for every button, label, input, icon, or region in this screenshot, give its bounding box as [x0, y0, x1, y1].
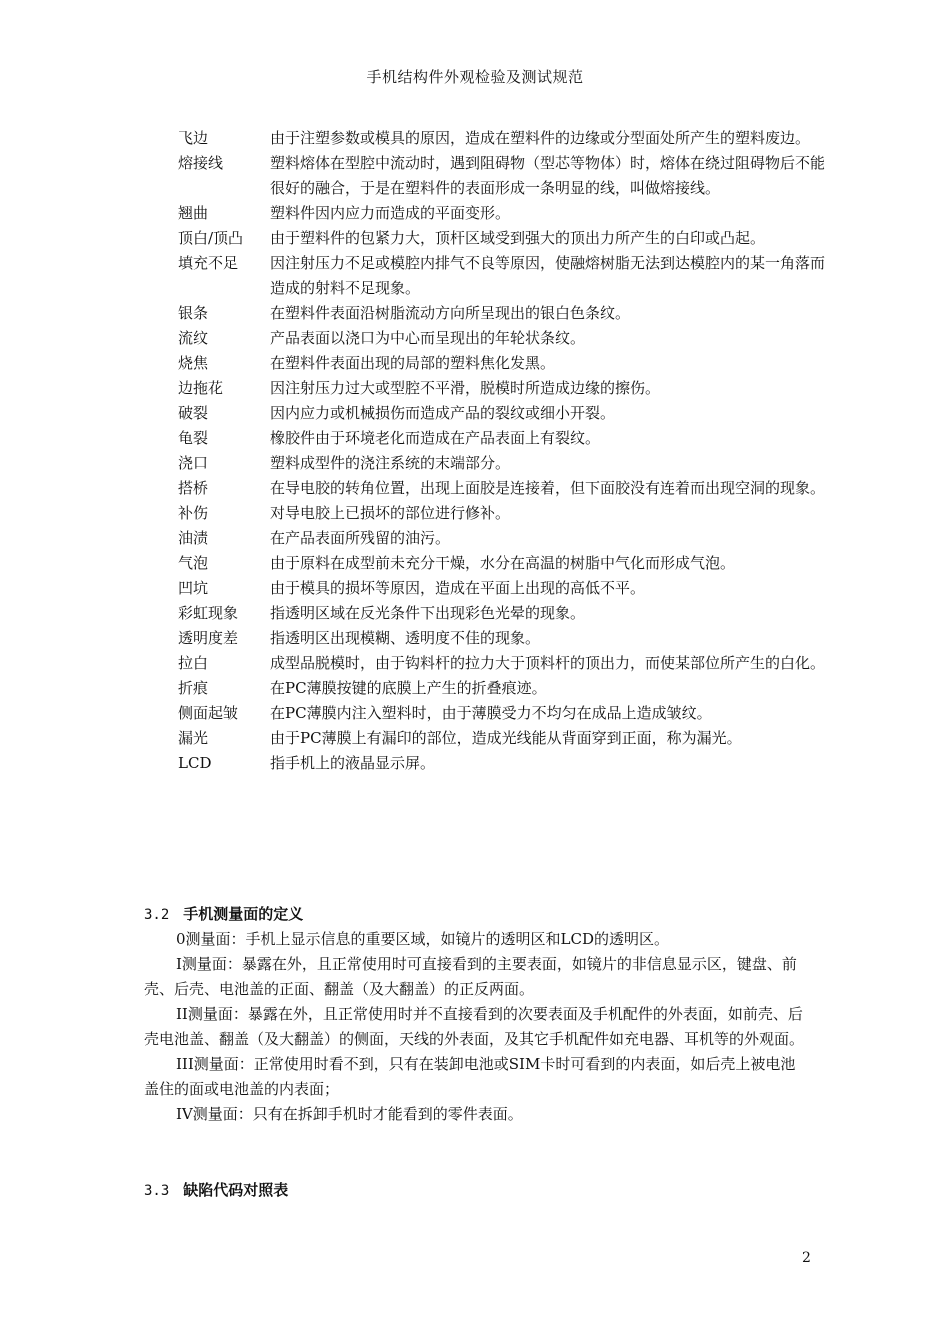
definition-description: 由于PC薄膜上有漏印的部位，造成光线能从背面穿到正面，称为漏光。 — [270, 729, 742, 747]
definition-term: 翘曲 — [178, 204, 209, 222]
definition-description: 因内应力或机械损伤而造成产品的裂纹或细小开裂。 — [270, 404, 616, 422]
paragraph: IV测量面：只有在拆卸手机时才能看到的零件表面。 — [176, 1105, 523, 1123]
section-3-2-heading — [144, 903, 303, 924]
definition-description: 由于模具的损坏等原因，造成在平面上出现的高低不平。 — [270, 579, 646, 597]
definition-row — [178, 226, 828, 251]
definition-row — [178, 551, 828, 576]
section-3-2-body — [144, 927, 809, 1127]
definition-term: 流纹 — [178, 329, 209, 347]
definition-row — [178, 751, 828, 776]
definition-row — [178, 701, 828, 726]
paragraph: 0测量面：手机上显示信息的重要区域，如镜片的透明区和LCD的透明区。 — [176, 930, 670, 948]
definition-description: 塑料件因内应力而造成的平面变形。 — [270, 204, 511, 222]
definition-term: 银条 — [178, 304, 209, 322]
definition-description: 在PC薄膜按键的底膜上产生的折叠痕迹。 — [270, 679, 547, 697]
paragraph: III测量面：正常使用时看不到，只有在装卸电池或SIM卡时可看到的内表面，如后壳上被电池盖住的面或电池盖的内表面； — [144, 1055, 796, 1098]
definition-row — [178, 601, 828, 626]
definition-row — [178, 401, 828, 426]
definition-row — [178, 251, 828, 301]
section-title: 缺陷代码对照表 — [183, 1181, 289, 1199]
definition-term: 侧面起皱 — [178, 704, 239, 722]
definition-row — [178, 501, 828, 526]
section-number: 3.2 — [144, 907, 170, 923]
definition-term: 熔接线 — [178, 154, 224, 172]
definition-description: 因注射压力过大或型腔不平滑，脱模时所造成边缘的擦伤。 — [270, 379, 661, 397]
definition-term: 气泡 — [178, 554, 209, 572]
definition-term: 龟裂 — [178, 429, 209, 447]
definition-row — [178, 151, 828, 201]
definition-row — [178, 126, 828, 151]
definition-term: 折痕 — [178, 679, 209, 697]
definition-row — [178, 726, 828, 751]
definition-description: 在产品表面所残留的油污。 — [270, 529, 451, 547]
definition-term: 凹坑 — [178, 579, 209, 597]
definition-description: 指手机上的液晶显示屏。 — [270, 754, 436, 772]
definition-row — [178, 676, 828, 701]
section-number: 3.3 — [144, 1183, 170, 1199]
paragraph: II测量面：暴露在外，且正常使用时并不直接看到的次要表面及手机配件的外表面，如前壳、后壳电池盖、翻盖（及大翻盖）的侧面，天线的外表面，及其它手机配件如充电器、耳机等的外观面。 — [144, 1005, 805, 1048]
definition-description: 在塑料件表面沿树脂流动方向所呈现出的银白色条纹。 — [270, 304, 631, 322]
definition-term: 破裂 — [178, 404, 209, 422]
definition-term: 漏光 — [178, 729, 209, 747]
definition-term: 油渍 — [178, 529, 209, 547]
definition-description: 由于原料在成型前未充分干燥，水分在高温的树脂中气化而形成气泡。 — [270, 554, 736, 572]
definition-row — [178, 626, 828, 651]
definition-description: 在PC薄膜内注入塑料时，由于薄膜受力不均匀在成品上造成皱纹。 — [270, 704, 712, 722]
page-number: 2 — [802, 1250, 811, 1266]
definition-term: 补伤 — [178, 504, 209, 522]
definition-row — [178, 651, 828, 676]
definition-description: 由于注塑参数或模具的原因，造成在塑料件的边缘或分型面处所产生的塑料废边。 — [270, 129, 811, 147]
definition-description: 塑料成型件的浇注系统的末端部分。 — [270, 454, 511, 472]
section-title: 手机测量面的定义 — [183, 905, 304, 923]
paragraph: I测量面：暴露在外，且正常使用时可直接看到的主要表面，如镜片的非信息显示区，键盘、前壳、后壳、电池盖的正面、翻盖（及大翻盖）的正反两面。 — [144, 955, 797, 998]
definition-term: 浇口 — [178, 454, 209, 472]
definition-row — [178, 376, 828, 401]
definition-description: 橡胶件由于环境老化而造成在产品表面上有裂纹。 — [270, 429, 601, 447]
definition-description: 产品表面以浇口为中心而呈现出的年轮状条纹。 — [270, 329, 586, 347]
definition-row — [178, 301, 828, 326]
definition-row — [178, 526, 828, 551]
definition-term: 飞边 — [178, 129, 209, 147]
definition-term: 边拖花 — [178, 379, 224, 397]
definition-description: 因注射压力不足或模腔内排气不良等原因，使融熔树脂无法到达模腔内的某一角落而造成的射料不足现象。 — [270, 254, 826, 297]
definition-term: 烧焦 — [178, 354, 209, 372]
definition-description: 由于塑料件的包紧力大，顶杆区域受到强大的顶出力所产生的白印或凸起。 — [270, 229, 766, 247]
definition-description: 塑料熔体在型腔中流动时，遇到阻碍物（型芯等物体）时，熔体在绕过阻碍物后不能很好的融合，于是在塑料件的表面形成一条明显的线，叫做熔接线。 — [270, 154, 826, 197]
definition-row — [178, 476, 828, 501]
definition-row — [178, 351, 828, 376]
definition-term: 搭桥 — [178, 479, 209, 497]
definition-row — [178, 201, 828, 226]
definition-row — [178, 426, 828, 451]
definition-description: 对导电胶上已损坏的部位进行修补。 — [270, 504, 511, 522]
section-3-3-heading — [144, 1179, 288, 1200]
definition-term: 填充不足 — [178, 254, 239, 272]
definition-term: 顶白/顶凸 — [178, 229, 244, 247]
definition-row — [178, 326, 828, 351]
definition-description: 在塑料件表面出现的局部的塑料焦化发黑。 — [270, 354, 556, 372]
definition-term: 透明度差 — [178, 629, 239, 647]
definition-description: 指透明区域在反光条件下出现彩色光晕的现象。 — [270, 604, 586, 622]
definition-description: 指透明区出现模糊、透明度不佳的现象。 — [270, 629, 541, 647]
definitions-list — [178, 126, 828, 776]
definition-row — [178, 451, 828, 476]
definition-term: 彩虹现象 — [178, 604, 239, 622]
definition-term: 拉白 — [178, 654, 209, 672]
definition-description: 在导电胶的转角位置，出现上面胶是连接着，但下面胶没有连着而出现空洞的现象。 — [270, 479, 826, 497]
definition-description: 成型品脱模时，由于钩料杆的拉力大于顶料杆的顶出力，而使某部位所产生的白化。 — [270, 654, 826, 672]
definition-row — [178, 576, 828, 601]
definition-term: LCD — [178, 754, 212, 772]
page-header: 手机结构件外观检验及测试规范 — [366, 68, 584, 86]
